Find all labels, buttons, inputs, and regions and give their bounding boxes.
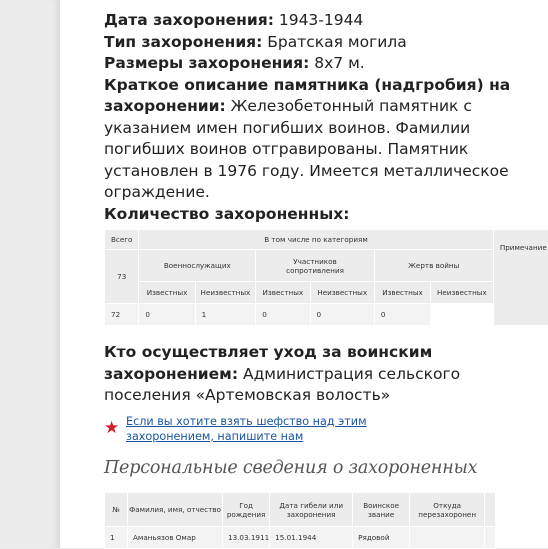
star-icon: ★	[104, 418, 120, 438]
burial-info	[104, 10, 544, 225]
col-victims-unknown: Неизвестных	[431, 282, 493, 304]
col-reburied-from: Откуда перезахоронен	[410, 493, 485, 527]
monument-label: Краткое описание памятника (надгробия) на захоронении:	[104, 75, 511, 115]
resistance-unknown-value: 0	[256, 304, 310, 326]
col-extra	[485, 493, 496, 527]
patronage-link[interactable]: Если вы хотите взять шефство над этим захоронением, напишите нам	[126, 415, 367, 443]
col-resistance-unknown: Неизвестных	[310, 282, 374, 304]
row-name: Аманьязов Омар	[128, 527, 223, 549]
burial-size-value: 8x7 м.	[314, 54, 365, 72]
col-name: Фамилия, имя, отчество	[128, 493, 223, 527]
col-military: Военнослужащих	[139, 250, 256, 282]
col-victims-known: Известных	[374, 282, 430, 304]
burial-date	[104, 10, 544, 32]
table-row	[105, 527, 496, 549]
personal-section-title: Персональные сведения о захороненных	[104, 458, 478, 478]
caretaker-value: Администрация сельского поселения «Артемовская волость»	[104, 364, 461, 404]
burial-date-label: Дата захоронения:	[104, 11, 274, 29]
row-rank: Рядовой	[353, 527, 410, 549]
col-resistance-known: Известных	[256, 282, 310, 304]
col-victims: Жертв войны	[374, 250, 493, 282]
col-birth-year: Год рождения	[223, 493, 270, 527]
count-heading	[104, 204, 544, 226]
burial-size	[104, 53, 544, 75]
personal-table	[104, 492, 496, 549]
caretaker	[104, 342, 544, 407]
count-label: Количество захороненных:	[104, 204, 350, 223]
monument-value: Железобетонный памятник с указанием имен погибших воинов. Фамилии погибших воинов отгравированы. Памятник установлен в 1976 году. Имеется металлическое ограждение.	[104, 97, 509, 201]
row-death: 15.01.1944	[270, 527, 353, 549]
col-number: №	[105, 493, 128, 527]
row-birth: 13.03.1911	[223, 527, 270, 549]
count-table	[104, 229, 548, 326]
monument-description	[104, 75, 544, 204]
resistance-known-value: 1	[195, 304, 256, 326]
caretaker-label: Кто осуществляет уход за воинским захоронением:	[104, 343, 433, 383]
burial-size-label: Размеры захоронения:	[104, 54, 310, 72]
row-extra	[485, 527, 496, 549]
col-military-unknown: Неизвестных	[195, 282, 256, 304]
row-from	[410, 527, 485, 549]
col-total: Всего	[105, 230, 139, 250]
victims-unknown-value: 0	[374, 304, 430, 326]
military-known-value: 72	[105, 304, 139, 326]
col-note-label: Примечание	[499, 243, 547, 252]
military-unknown-value: 0	[139, 304, 195, 326]
total-value: 73	[105, 250, 139, 304]
left-gutter	[0, 0, 60, 548]
row-number: 1	[105, 527, 128, 549]
burial-type-value: Братская могила	[267, 32, 407, 51]
col-resistance: Участников сопротивления	[256, 250, 375, 282]
col-categories: В том числе по категориям	[139, 230, 493, 250]
burial-type	[104, 32, 544, 54]
burial-type-label: Тип захоронения:	[104, 32, 263, 51]
col-rank: Воинское звание	[353, 493, 410, 527]
col-military-known: Известных	[139, 282, 195, 304]
col-death-date: Дата гибели или захоронения	[270, 493, 353, 527]
victims-known-value: 0	[310, 304, 374, 326]
burial-date-value: 1943-1944	[278, 11, 364, 29]
col-note	[493, 230, 548, 326]
